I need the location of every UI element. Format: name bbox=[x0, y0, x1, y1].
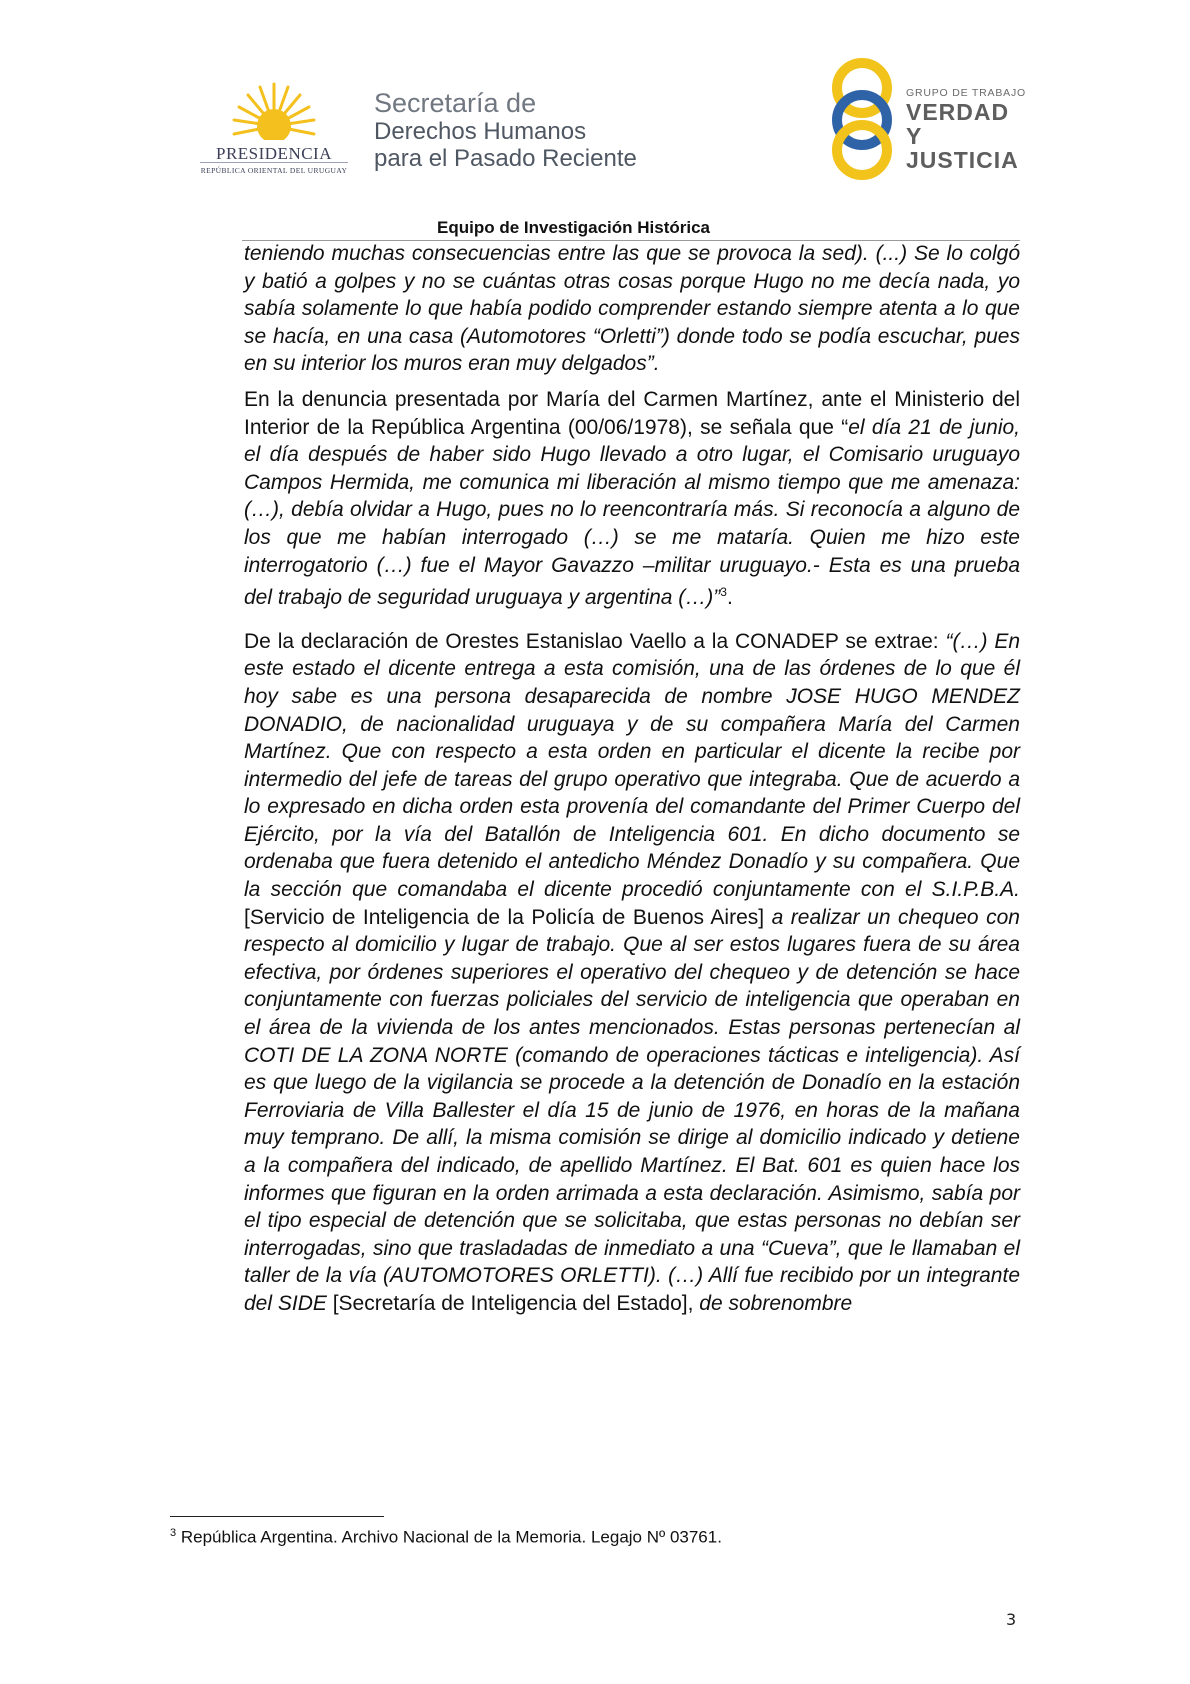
sun-icon bbox=[232, 82, 316, 148]
secretaria-line-2: Derechos Humanos bbox=[374, 118, 587, 145]
p3-quote-1: “(…) En este estado el dicente entrega a esta comisión, una de las órdenes de lo que él hoy sabe es una persona desaparecida de nombre JOSE HUGO MENDEZ DONADIO, de nacionalidad uruguaya y de su compañera María del Carmen Martínez. Que con respecto a esta orden en particular el dicente la recibe por intermedio del jefe de tareas del grupo operativo que integraba. Que de acuerdo a lo expresado en dicha orden esta provenía del comandante del Primer Cuerpo del Ejército, por la vía del Batallón de Inteligencia 601. En dicho documento se ordenaba que fuera detenido el antedicho Méndez Donadío y su compañera. Que la sección que comandaba el dicente procedió conjuntamente con el S.I.P.B.A. bbox=[244, 629, 1021, 902]
p3-intro: De la declaración de Orestes Estanislao Vaello a la CONADEP se extrae: bbox=[244, 629, 946, 653]
grupo-text bbox=[906, 86, 1030, 172]
grupo-line-1: VERDAD Y bbox=[906, 99, 1010, 149]
quote-continuation: teniendo muchas consecuencias entre las que se provoca la sed). (...) Se lo colgó y batió a golpes y no se cuántas otras cosas porque Hugo no me decía nada, yo sabía solamente lo que había podido comprender estando siempre atenta a lo que se hacía, en una casa (Automotores “Orletti”) donde todo se podía escuchar, pues en su interior los muros eran muy delgados”. bbox=[244, 242, 1020, 376]
p2-intro: En la denuncia presentada por María del Carmen Martínez, ante el Ministerio del Interior de la República Argentina (00/06/1978), se señala que “ bbox=[244, 387, 1020, 439]
presidencia-subtitle: REPÚBLICA ORIENTAL DEL URUGUAY bbox=[200, 166, 348, 175]
p3-quote-3: de sobrenombre bbox=[699, 1291, 853, 1315]
grupo-small-label: GRUPO DE TRABAJO bbox=[906, 87, 1026, 99]
paragraph-2 bbox=[244, 386, 1020, 612]
secretaria-title bbox=[374, 88, 637, 172]
paragraph-1 bbox=[244, 240, 1020, 378]
rings-icon bbox=[818, 56, 908, 180]
grupo-line-2: JUSTICIA bbox=[906, 147, 1019, 173]
footnote-ref: 3 bbox=[720, 585, 727, 600]
footnote-text: República Argentina. Archivo Nacional de la Memoria. Legajo Nº 03761. bbox=[176, 1527, 722, 1547]
presidencia-logo bbox=[196, 82, 352, 182]
p3-quote-2: a realizar un chequeo con respecto al domicilio y lugar de trabajo. Que al ser estos lugares fuera de su área efectiva, por órdenes superiores el operativo del chequeo y de detención se hace conjuntamente con fuerzas policiales del servicio de inteligencia que operaban en el área de la vivienda de los antes mencionados. Estas personas pertenecían al COTI DE LA ZONA NORTE (comando de operaciones tácticas e inteligencia). Así es que luego de la vigilancia se procede a la detención de Donadío en la estación Ferroviaria de Villa Ballester el día 15 de junio de 1976, en horas de la mañana muy temprano. De allí, la misma comisión se dirige al domicilio indicado y detiene a la compañera del indicado, de apellido Martínez. El Bat. 601 es quien hace los informes que figuran en la orden arrimada a esta declaración. Asimismo, sabía por el tipo especial de detención que se solicitaba, que estas personas no debían ser interrogadas, sino que trasladadas de inmediato a una “Cueva”, que le llamaban el taller de la vía (AUTOMOTORES ORLETTI). (…) Allí fue recibido por un integrante del SIDE bbox=[244, 905, 1020, 1315]
verdad-justicia-logo bbox=[818, 56, 1030, 180]
running-title: Equipo de Investigación Histórica bbox=[437, 218, 710, 237]
p2-end: . bbox=[726, 586, 733, 610]
footnote bbox=[170, 1527, 722, 1548]
footnote-number: 3 bbox=[170, 1527, 177, 1539]
p3-bracket-2: [Secretaría de Inteligencia del Estado], bbox=[326, 1291, 700, 1315]
paragraph-3 bbox=[244, 628, 1020, 1318]
presidencia-word: PRESIDENCIA bbox=[215, 144, 332, 163]
page-number: 3 bbox=[1006, 1610, 1017, 1629]
p3-bracket-1: [Servicio de Inteligencia de la Policía de Buenos Aires] bbox=[244, 905, 772, 929]
page-header bbox=[0, 0, 1190, 200]
body-text bbox=[244, 240, 1020, 1318]
p2-quote: el día 21 de junio, el día después de haber sido Hugo llevado a otro lugar, el Comisario uruguayo Campos Hermida, me comunica mi liberación al mismo tiempo que me amenaza: (…), debía olvidar a Hugo, pues no lo reencontraría más. Si reconocía a alguno de los que me habían interrogado (…) se me mataría. Quien me hizo este interrogatorio (…) fue el Mayor Gavazzo –militar uruguayo.- Esta es una prueba del trabajo de seguridad uruguaya y argentina (…)” bbox=[244, 415, 1021, 610]
secretaria-line-1: Secretaría de bbox=[374, 88, 537, 118]
secretaria-line-3: para el Pasado Reciente bbox=[374, 145, 637, 172]
footnote-rule bbox=[170, 1516, 384, 1517]
